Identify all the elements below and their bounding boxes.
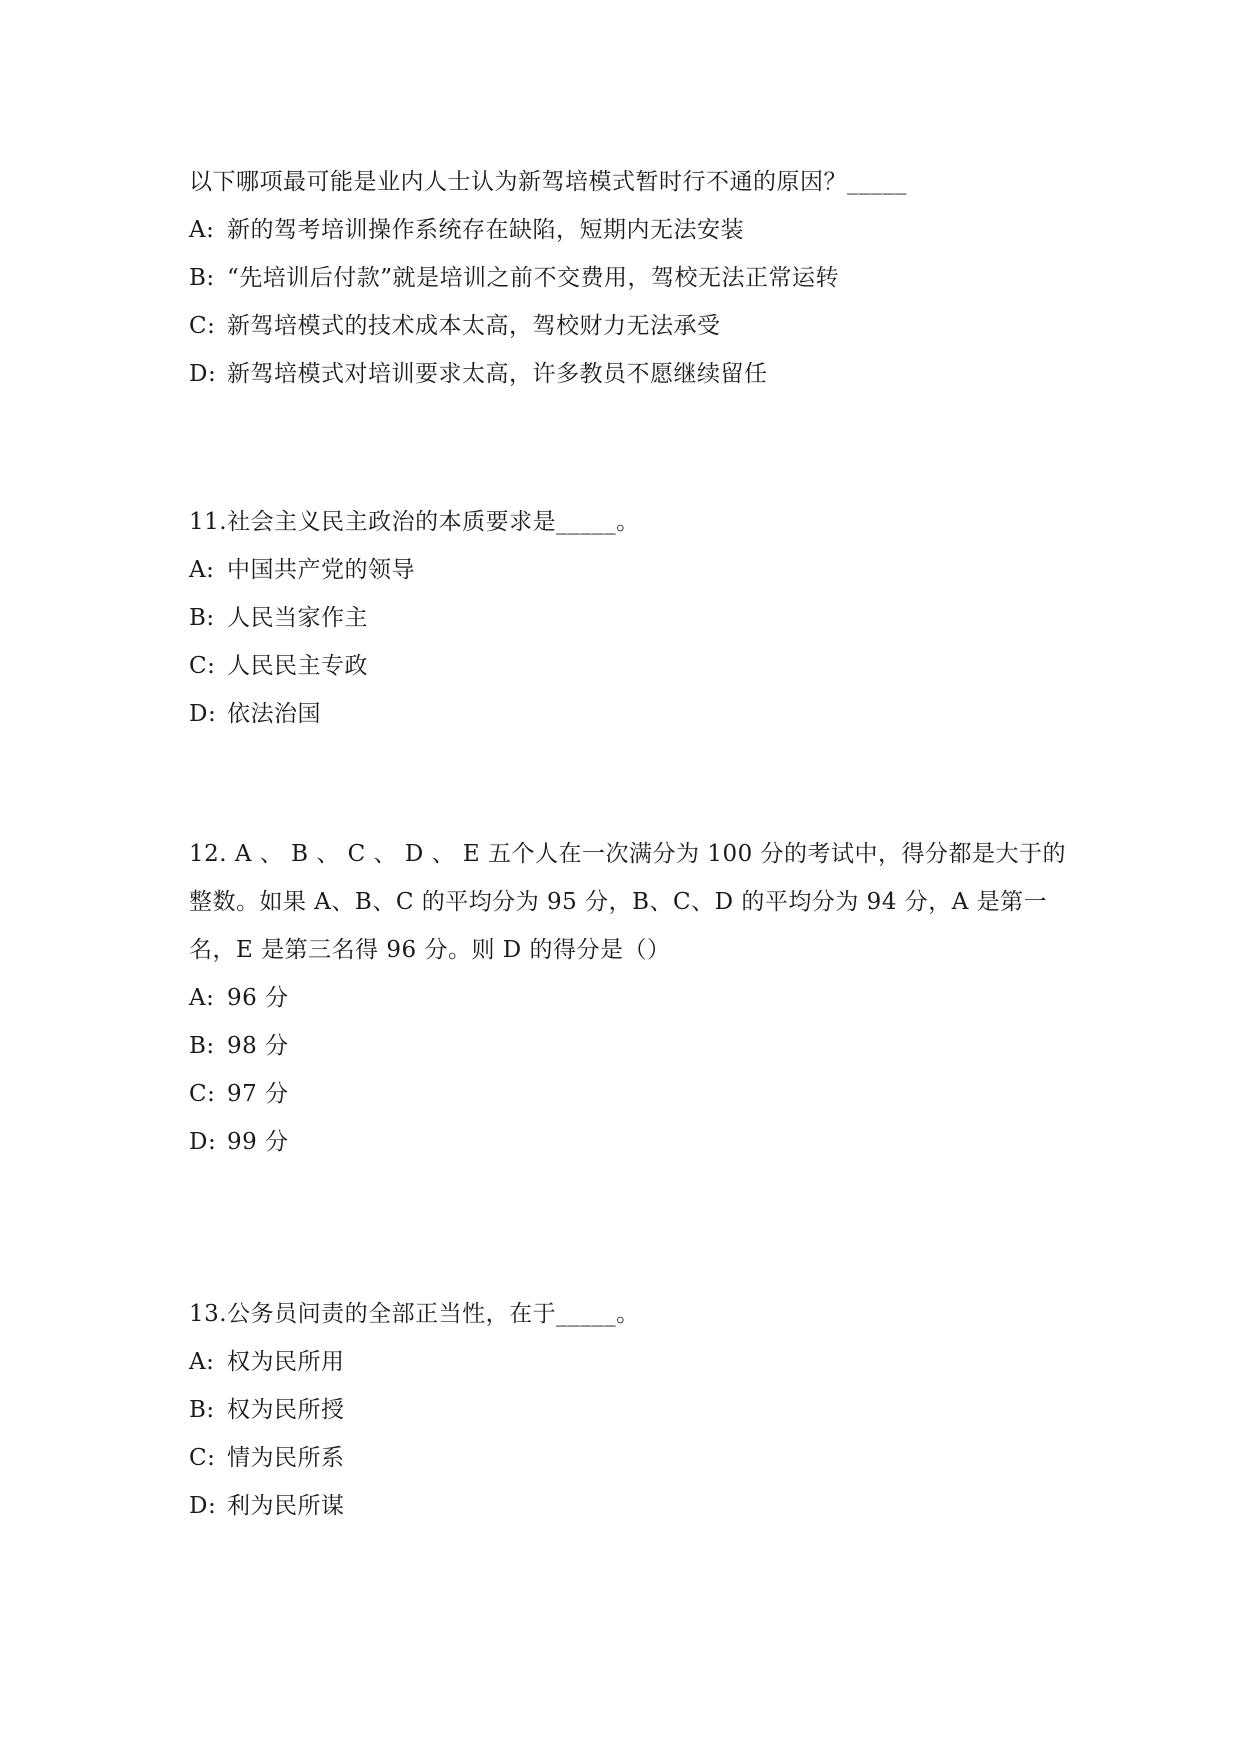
option-d xyxy=(189,1482,1069,1530)
option-letter: A: xyxy=(189,985,215,1011)
option-a xyxy=(189,1338,1069,1386)
option-d xyxy=(189,1118,1069,1166)
option-letter: C: xyxy=(189,313,216,339)
option-text: 98 分 xyxy=(227,1033,289,1059)
option-text: 中国共产党的领导 xyxy=(227,557,415,583)
option-letter: D: xyxy=(189,1493,217,1519)
question-stem: 11.社会主义民主政治的本质要求是_____。 xyxy=(189,509,640,535)
option-letter: C: xyxy=(189,1081,216,1107)
option-a xyxy=(189,206,1069,254)
option-letter: B: xyxy=(189,1397,215,1423)
option-a xyxy=(189,546,1069,594)
question-stem: 以下哪项最可能是业内人士认为新驾培模式暂时行不通的原因？_____ xyxy=(189,169,907,195)
option-letter: A: xyxy=(189,217,215,243)
option-letter: A: xyxy=(189,1349,215,1375)
option-letter: D: xyxy=(189,361,217,387)
option-text: 96 分 xyxy=(227,985,289,1011)
question-stem-line-3: 名，E 是第三名得 96 分。则 D 的得分是（） xyxy=(189,937,671,963)
option-b xyxy=(189,1022,1069,1070)
option-text: 人民民主专政 xyxy=(227,653,368,679)
option-c xyxy=(189,642,1069,690)
option-text: 利为民所谋 xyxy=(227,1493,345,1519)
option-text: 情为民所系 xyxy=(227,1445,345,1471)
option-c xyxy=(189,1070,1069,1118)
option-text: 依法治国 xyxy=(227,701,321,727)
option-text: 权为民所授 xyxy=(227,1397,345,1423)
question-10 xyxy=(189,158,1069,398)
option-letter: B: xyxy=(189,265,215,291)
question-stem-line-2: 整数。如果 A、B、C 的平均分为 95 分，B、C、D 的平均分为 94 分，A 是第一 xyxy=(189,889,1048,915)
question-stem-line-1: 12. A 、 B 、 C 、 D 、 E 五个人在一次满分为 100 分的考试中，得分都是大于的 xyxy=(189,841,1067,867)
option-text: 权为民所用 xyxy=(227,1349,345,1375)
question-stem: 13.公务员问责的全部正当性，在于_____。 xyxy=(189,1301,640,1327)
option-text: 新驾培模式的技术成本太高，驾校财力无法承受 xyxy=(227,313,721,339)
option-d xyxy=(189,350,1069,398)
option-letter: D: xyxy=(189,701,217,727)
option-letter: C: xyxy=(189,1445,216,1471)
option-letter: A: xyxy=(189,557,215,583)
option-text: 97 分 xyxy=(227,1081,289,1107)
option-c xyxy=(189,302,1069,350)
option-c xyxy=(189,1434,1069,1482)
option-text: 99 分 xyxy=(227,1129,289,1155)
option-a xyxy=(189,974,1069,1022)
option-text: 人民当家作主 xyxy=(227,605,368,631)
option-letter: B: xyxy=(189,605,215,631)
option-letter: C: xyxy=(189,653,216,679)
option-text: “先培训后付款”就是培训之前不交费用，驾校无法正常运转 xyxy=(227,265,840,291)
option-letter: D: xyxy=(189,1129,217,1155)
question-12 xyxy=(189,830,1069,1166)
option-b xyxy=(189,254,1069,302)
option-b xyxy=(189,594,1069,642)
option-letter: B: xyxy=(189,1033,215,1059)
option-text: 新驾培模式对培训要求太高，许多教员不愿继续留任 xyxy=(227,361,768,387)
question-11 xyxy=(189,498,1069,738)
question-13 xyxy=(189,1290,1069,1530)
option-b xyxy=(189,1386,1069,1434)
option-d xyxy=(189,690,1069,738)
option-text: 新的驾考培训操作系统存在缺陷，短期内无法安装 xyxy=(227,217,744,243)
